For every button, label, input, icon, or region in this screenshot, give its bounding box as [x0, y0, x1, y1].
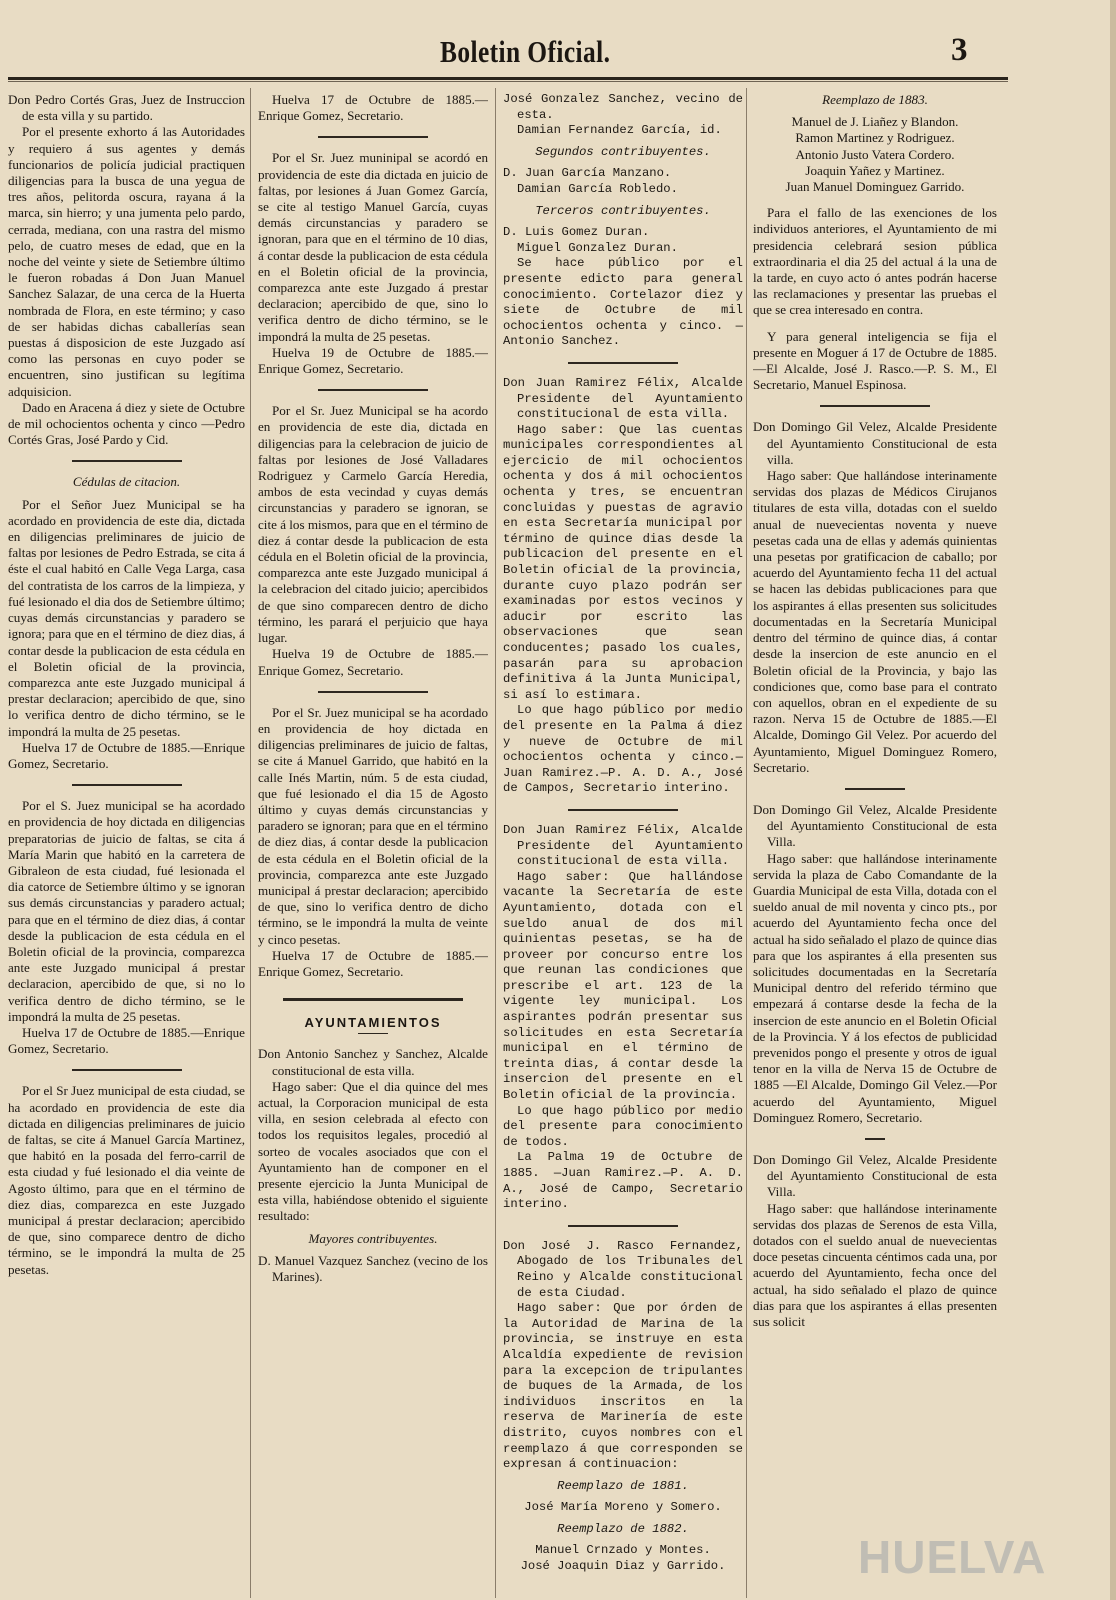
subheading: Segundos contribuyentes.	[535, 144, 711, 159]
list-item: José María Moreno y Somero.	[524, 1500, 722, 1515]
notice-signature: Huelva 17 de Octubre de 1885.—Enrique Gomez, Secretario.	[8, 739, 245, 771]
notice-body: Hago saber: Que las cuentas municipales correspondientes al ejercicio de mil ochocientos ochenta y dos á mil ochocientos ochenta y tres, se encuentran concluidas y puestas de agravio en esta Secretaría municipal por término de quince dias desde la publicacion del presente en el Boletin oficial de la provincia, durante cuyo plazo podrán ser examinadas por estos vecinos y aducir por escrito las observaciones que sean conducentes; pasado los cuales, pasarán para su aprobacion definitiva á la Junta Municipal, si así lo estimara.	[503, 422, 743, 702]
column-4	[753, 92, 997, 1587]
subheading: Terceros contribuyentes.	[535, 203, 711, 218]
column-1	[8, 92, 245, 1587]
separator	[358, 1033, 388, 1034]
list-item: Joaquin Yañez y Martinez.	[805, 162, 945, 178]
subheading: Reemplazo de 1883.	[822, 92, 928, 107]
column-divider	[495, 88, 496, 1598]
separator	[865, 1138, 885, 1140]
notice-heading: Don José J. Rasco Fernandez, Abogado de los Tribunales del Reino y Alcalde constitucional de esta Ciudad.	[503, 1238, 743, 1300]
subheading: Reemplazo de 1881.	[557, 1478, 689, 1493]
notice-body: Para el fallo de las exenciones de los individuos anteriores, el Ayuntamiento de mi presidencia celebrará sesion pública extraordinaria el dia 25 del actual á la una de la tarde, en cuyo acto ó antes podrán hacerse las reclamaciones y presentar las pruebas el que se crea interesado en contra.	[753, 205, 997, 318]
header-rule	[8, 77, 1008, 80]
notice-signature: Huelva 19 de Octubre de 1885.—Enrique Gomez, Secretario.	[258, 646, 488, 678]
notice-signature: Huelva 19 de Octubre de 1885.—Enrique Gomez, Secretario.	[258, 344, 488, 377]
list-item: Antonio Justo Vatera Cordero.	[795, 146, 955, 162]
notice-signature: La Palma 19 de Octubre de 1885. —Juan Ramirez.—P. A. D. A., José de Campo, Secretario interino.	[503, 1150, 743, 1212]
section-heading: AYUNTAMIENTOS	[304, 1015, 442, 1031]
list-item: Damian Fernandez García, id.	[517, 123, 722, 138]
notice-body: Hago saber: Que por órden de la Autoridad de Marina de la provincia, se instruye en esta Alcaldía expediente de revision para la excepcion de tripulantes de buques de la Armada, de los individuos inscritos en la reserva de Marinería de este distrito, cuyos nombres con el reemplazo á que corresponden se expresan á continuacion:	[503, 1301, 743, 1472]
list-item: Damian García Robledo.	[517, 181, 678, 196]
list-item: Miguel Gonzalez Duran.	[517, 240, 678, 255]
list-item: Manuel de J. Liañez y Blandon.	[791, 114, 959, 130]
column-2	[258, 92, 488, 1587]
page-title: Boletin Oficial.	[440, 34, 611, 69]
notice-signature: Huelva 17 de Octubre de 1885.—Enrique Gomez, Secretario.	[8, 1024, 245, 1057]
notice-body: Hago saber: que hallándose interinamente servida la plaza de Cabo Comandante de la Guardia Municipal de esta Villa, dotada con el sueldo anual de mil noventa y cinco pts., por acuerdo del Ayuntamiento fecha once del actual ha sido señalado el plazo de quince dias para que los aspirantes á ella presenten sus solicitudes documentadas en la Secretaría Municipal dentro del referido término que empezará á contarse desde la fecha de la insercion de este anuncio en el Boletin Oficial de la Provincia. Y á los efectos de publicidad prevenidos pongo el presente y otros de igual tenor en la villa de Nerva 15 de Octubre de 1885 —El Alcalde, Domingo Gil Velez.—Por acuerdo del Ayuntamiento, Miguel Dominguez Romero, Secretario.	[753, 850, 997, 1125]
notice-signature: Y para general inteligencia se fija el presente en Moguer á 17 de Octubre de 1885.—El Alcalde, José J. Rasco.—P. S. M., El Secretario, Manuel Espinosa.	[753, 328, 997, 393]
notice-heading: Don Juan Ramirez Félix, Alcalde Presidente del Ayuntamiento constitucional de esta villa.	[503, 375, 743, 422]
separator	[568, 809, 678, 811]
notice-body: Hago saber: Que el dia quince del mes actual, la Corporacion municipal de esta villa, en sesion celebrada al efecto con todos los requisitos legales, procedió al sorteo de vocales asociados que con el Ayuntamiento han de componer en el presente ejercicio la Junta Municipal de esta villa, habiéndose obtenido el siguiente resultado:	[258, 1078, 488, 1224]
notice-body: Por el S. Juez municipal se ha acordado en providencia de hoy dictada en diligencias preparatorias de juicio de faltas, se cita á María Marin que habitó en la carretera de Gibraleon de esta ciudad, fué lesionada el dia catorce de Setiembre último y se ignoran sus demás circunstancias y paradero actual; para que en el término de diez dias, á contar desde la publicacion de esta cédula en el Boletin oficial de la provincia, comparezca ante este Juzgado municipal á prestar declaracion, apercibido de que, si no lo verifica dentro de dicho término, se le impondrá la multa de 25 pesetas.	[8, 798, 245, 1024]
notice-body: Lo que hago público por medio del presente en la Palma á diez y nueve de Octubre de mil ochocientos ochenta y cinco.—Juan Ramirez.—P. A. D. A., José de Campos, Secretario interino.	[503, 703, 743, 796]
notice-body: Por el Sr. Juez muninipal se acordó en providencia de este dia dictada en juicio de faltas, por lesiones á Juan Gomez García, se cite al testigo Manuel García, cuyas demás circunstancias y paradero se ignoran, para que en el término de 10 dias, á contar desde la publicacion de esta cédula en el Boletin oficial de la provincia, comparezca ante este Juzgado á prestar declaracion; apercibido de que, sino lo verifica dentro de dicho término, se le impondrá la multa de 25 pesetas.	[258, 150, 488, 344]
notice-body: Por el Sr Juez municipal de esta ciudad, se ha acordado en providencia de este dia dictada en diligencias preliminares de juicio de faltas, se cite á Manuel García Martinez, que habitó en la posada del ferro-carril de esta ciudad y fué lesionado el dia veinte de Agosto último, para que en el término de diez dias, comparezca en este Juzgado municipal á prestar declaracion; apercibido de que, sino comparece dentro de dicho término, se le impondrá la multa de 25 pesetas.	[8, 1083, 245, 1277]
notice-heading: Don Domingo Gil Velez, Alcalde Presidente del Ayuntamiento Constitucional de esta villa.	[753, 419, 997, 467]
list-item: D. Luis Gomez Duran.	[503, 225, 650, 240]
separator	[318, 389, 428, 391]
separator	[318, 136, 428, 138]
notice-body: Hago saber: Que hallándose interinamente servidas dos plazas de Médicos Cirujanos titulares de esta villa, dotadas con el sueldo anual de nuevecientas noventa y nueve pesetas cada una de ellas y además quinientas una pesetas por gratificacion de caballo; por acuerdo del Ayuntamiento fecha 11 del actual se hacen las debidas publicaciones para que los aspirantes á ellas presenten sus solicitudes documentadas en la Secretaría Municipal dentro del término de quince dias, á contar desde la insercion de este anuncio en el Boletin oficial de la Provincia, y bajo las condiciones que, como base para el contrato con aquellos, obran en el expediente de su razon. Nerva 15 de Octubre de 1885.—El Alcalde, Domingo Gil Velez. Por acuerdo del Ayuntamiento, Miguel Dominguez Romero, Secretario.	[753, 468, 997, 775]
notice-heading: Don Domingo Gil Velez, Alcalde Presidente del Ayuntamiento Constitucional de esta Villa.	[753, 1151, 997, 1200]
notice-body: Lo que hago público por medio del presente para conocimiento de todos.	[503, 1103, 743, 1149]
column-divider	[746, 88, 747, 1598]
section-heading: Cédulas de citacion.	[72, 474, 181, 490]
list-item: Juan Manuel Dominguez Garrido.	[785, 179, 965, 195]
separator	[845, 788, 905, 790]
notice-heading: Don Domingo Gil Velez, Alcalde Presidente del Ayuntamiento Constitucional de esta Villa.	[753, 801, 997, 850]
notice-signature: Huelva 17 de Octubre de 1885.—Enrique Gomez, Secretario.	[258, 947, 488, 979]
separator	[568, 1225, 678, 1227]
spacer	[753, 319, 997, 329]
notice-body: Por el Sr. Juez Municipal se ha acordo en providencia de este dia, dictada en diligencias para la celebracion de juicio de faltas por lesiones de José Valladares Rodriguez y Carmelo García Heredia, ambos de esta vecindad y cuyas demás circunstancias y paradero se ignoran, se cite á los mismos, para que en el término de diez á contar desde la publicacion de esta cédula en el Boletin oficial de la provincia, comparezca ante este Juzgado municipal á la celebracion del citado juicio; apercibidos de que sino comparecen dentro de dicho término, les parará el perjuicio que haya lugar.	[258, 403, 488, 646]
notice-heading: Don Pedro Cortés Gras, Juez de Instruccion de esta villa y su partido.	[8, 92, 245, 124]
list-item: Manuel Crnzado y Montes.	[535, 1543, 711, 1558]
separator	[72, 784, 182, 786]
list-item: D. Manuel Vazquez Sanchez (vecino de los Marines).	[258, 1252, 488, 1284]
notice-body: Por el Sr. Juez municipal se ha acordado en providencia de hoy dictada en diligencias preliminares de juicio de faltas, se cite á Manuel Garrido, que habitó en la calle Inés Martin, núm. 5 de esta ciudad, que fué lesionado el dia 15 de Agosto último y cuyas demás circunstancias y paradero se ignoran; para que en el término de diez dias, á contar desde la publicacion de esta cédula en el Boletin oficial de la provincia, comparezca ante este Juzgado municipal á prestar declaracion; apercibido de que, sino lo verifica dentro de dicho término, se le impondrá la multa de veinte y cinco pesetas.	[258, 704, 488, 947]
notice-heading: Don Juan Ramirez Félix, Alcalde Presidente del Ayuntamiento constitucional de esta villa.	[503, 822, 743, 869]
page-number: 3	[951, 32, 968, 68]
spacer	[753, 195, 997, 205]
notice-signature: Huelva 17 de Octubre de 1885.—Enrique Gomez, Secretario.	[258, 92, 488, 124]
subheading: Mayores contribuyentes.	[308, 1230, 438, 1246]
notice-signature: Dado en Aracena á diez y siete de Octubre de mil ochocientos ochenta y cinco —Pedro Cortés Gras, José Pardo y Cid.	[8, 399, 245, 448]
separator	[283, 998, 463, 1001]
separator	[72, 460, 182, 462]
subheading: Reemplazo de 1882.	[557, 1521, 689, 1536]
column-divider	[250, 88, 251, 1598]
list-item: D. Juan García Manzano.	[503, 166, 672, 181]
archive-watermark: HUELVA	[858, 1531, 1047, 1583]
notice-body: Se hace público por el presente edicto para general conocimiento. Cortelazor diez y siete de Octubre de mil ochocientos ochenta y cinco. —Antonio Sanchez.	[503, 256, 743, 349]
separator	[72, 1069, 182, 1071]
separator	[568, 362, 678, 364]
list-item: José Joaquin Diaz y Garrido.	[520, 1559, 726, 1574]
page-edge	[1110, 0, 1116, 1600]
page-header	[0, 34, 1116, 74]
header-rule-thin	[8, 81, 1008, 82]
notice-body: Por el presente exhorto á las Autoridades y requiero á sus agentes y demás funcionarios de policía judicial practiquen diligencias para la busca de una yegua de tres años, pelitorda oscura, rayana á la marca, sin hierro; y una jumenta pelo pardo, cerrada, mediana, con una rastra del mismo pelo, de cuatro meses de edad, que en la noche del veinte y siete de Setiembre último le fueron robadas á Don Juan Manuel Sanchez Salazar, de una cerca de la Huerta nombrada de Flora, en este término; y caso de ser habidas dichas caballerías sean puestas á disposicion de este Juzgado así como las personas en cuyo poder se encuentren, sino justifican su legítima adquisicion.	[8, 124, 245, 399]
notice-heading: Don Antonio Sanchez y Sanchez, Alcalde constitucional de esta villa.	[258, 1046, 488, 1078]
notice-body: Hago saber: que hallándose interinamente servidas dos plazas de Serenos de esta Villa, dotados con el sueldo anual de nuevecientas doce pesetas cincuenta céntimos cada una, por acuerdo del Ayuntamiento, fecha once del actual, ha sido señalado el plazo de quince dias para que los aspirantes á ellas presenten sus solicit	[753, 1200, 997, 1330]
notice-body: Por el Señor Juez Municipal se ha acordado en providencia de este dia, dictada en diligencias preliminares de juicio de faltas por lesiones de Pedro Estrada, se cita á éste el cual habitó en Calle Vega Larga, casa del contratista de los carros de la limpieza, y fué lesionado el dia dos de Setiembre último; cuyas demás circunstancias y paradero se ignora; para que en el término de diez dias, á contar desde la publicacion de esta cédula en el Boletin oficial de la provincia, comparezca ante este Juzgado municipal á prestar declaracion; apercibido de que, sino lo verifica dentro de dicho término, se le impondrá la multa de 25 pesetas.	[8, 496, 245, 739]
notice-body: Hago saber: Que hallándose vacante la Secretaría de este Ayuntamiento, dotada con el sueldo anual de dos mil quinientas pesetas, se ha de proveer por concurso entre los que reunan las condiciones que prescribe el art. 123 de la vigente ley municipal. Los aspirantes podrán presentar sus solicitudes en esta Secretaría municipal en el término de treinta dias, á contar desde la insercion del presente en el Boletin oficial de la provincia.	[503, 869, 743, 1103]
column-3	[503, 92, 743, 1587]
separator	[820, 405, 930, 407]
list-item: José Gonzalez Sanchez, vecino de esta.	[503, 92, 743, 122]
list-item: Ramon Martinez y Rodriguez.	[795, 130, 955, 146]
separator	[318, 691, 428, 693]
